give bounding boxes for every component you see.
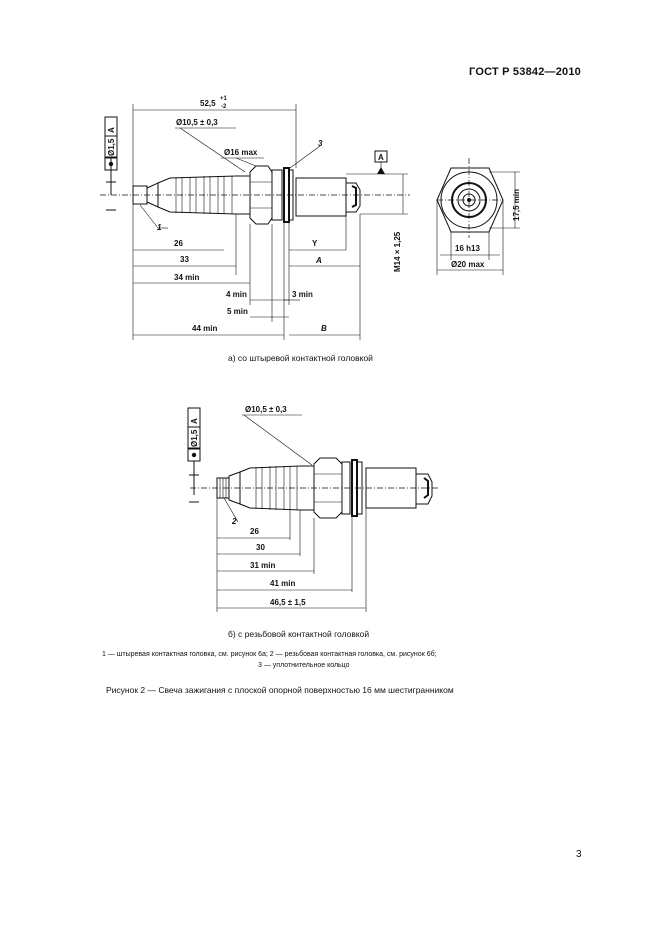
figure-caption: Рисунок 2 — Свеча зажигания с плоской опорной поверхностью 16 мм шестигранником <box>106 685 454 695</box>
leader-2: 2 <box>232 517 237 526</box>
dimensions-b <box>188 405 366 612</box>
dim-Y: Y <box>312 239 318 248</box>
dim-diameter-b: Ø10,5 ± 0,3 <box>245 405 287 414</box>
page-number: 3 <box>576 849 582 860</box>
dim-end-height: 17,5 min <box>512 188 521 221</box>
dim-hex-a: Ø16 max <box>224 148 258 157</box>
dim-26-a: 26 <box>174 239 183 248</box>
legend-line-1: 1 — штыревая контактная головка, см. рисунок 6а; 2 — резьбовая контактная головка, см. рисунок 6б; <box>102 651 437 658</box>
datum-box-a: A <box>378 153 384 162</box>
dim-end-hex: 16 h13 <box>455 244 480 253</box>
tolerance-datum-a: A <box>107 127 116 133</box>
dim-46-b: 46,5 ± 1,5 <box>270 598 306 607</box>
document-header: ГОСТ Р 53842—2010 <box>469 66 581 78</box>
dim-A: A <box>316 256 322 265</box>
dim-33-a: 33 <box>180 255 189 264</box>
dim-overall-tol-upper: +1 <box>220 96 227 102</box>
end-view <box>437 158 521 275</box>
dim-diameter-a: Ø10,5 ± 0,3 <box>176 118 218 127</box>
dim-26-b: 26 <box>250 527 259 536</box>
spark-plug-b <box>190 458 440 518</box>
spark-plug-a <box>100 166 410 224</box>
tolerance-value-b: Ø1,5 <box>190 429 199 447</box>
legend-line-2: 3 — уплотнительное кольцо <box>258 662 350 669</box>
dim-overall: 52,5 <box>200 99 216 108</box>
tolerance-value-a: Ø1,5 <box>107 138 116 156</box>
dim-thread: M14 × 1,25 <box>393 231 402 272</box>
dim-30-b: 30 <box>256 543 265 552</box>
caption-b: б) с резьбовой контактной головкой <box>228 629 370 639</box>
dim-34-a: 34 min <box>174 273 200 282</box>
dim-44-a: 44 min <box>192 324 218 333</box>
tolerance-datum-b: A <box>190 418 199 424</box>
dim-31-b: 31 min <box>250 561 276 570</box>
dim-end-diam: Ø20 max <box>451 260 485 269</box>
dim-overall-tol-lower: -2 <box>221 104 227 110</box>
leader-3: 3 <box>318 139 323 148</box>
dim-3-a: 3 min <box>292 290 313 299</box>
dim-5-a: 5 min <box>227 307 248 316</box>
dim-B: B <box>321 324 327 333</box>
leader-1: 1 <box>157 223 162 232</box>
dim-41-b: 41 min <box>270 579 296 588</box>
caption-a: а) со штыревой контактной головкой <box>228 353 373 363</box>
dim-4-a: 4 min <box>226 290 247 299</box>
dimensions-a <box>105 96 408 340</box>
